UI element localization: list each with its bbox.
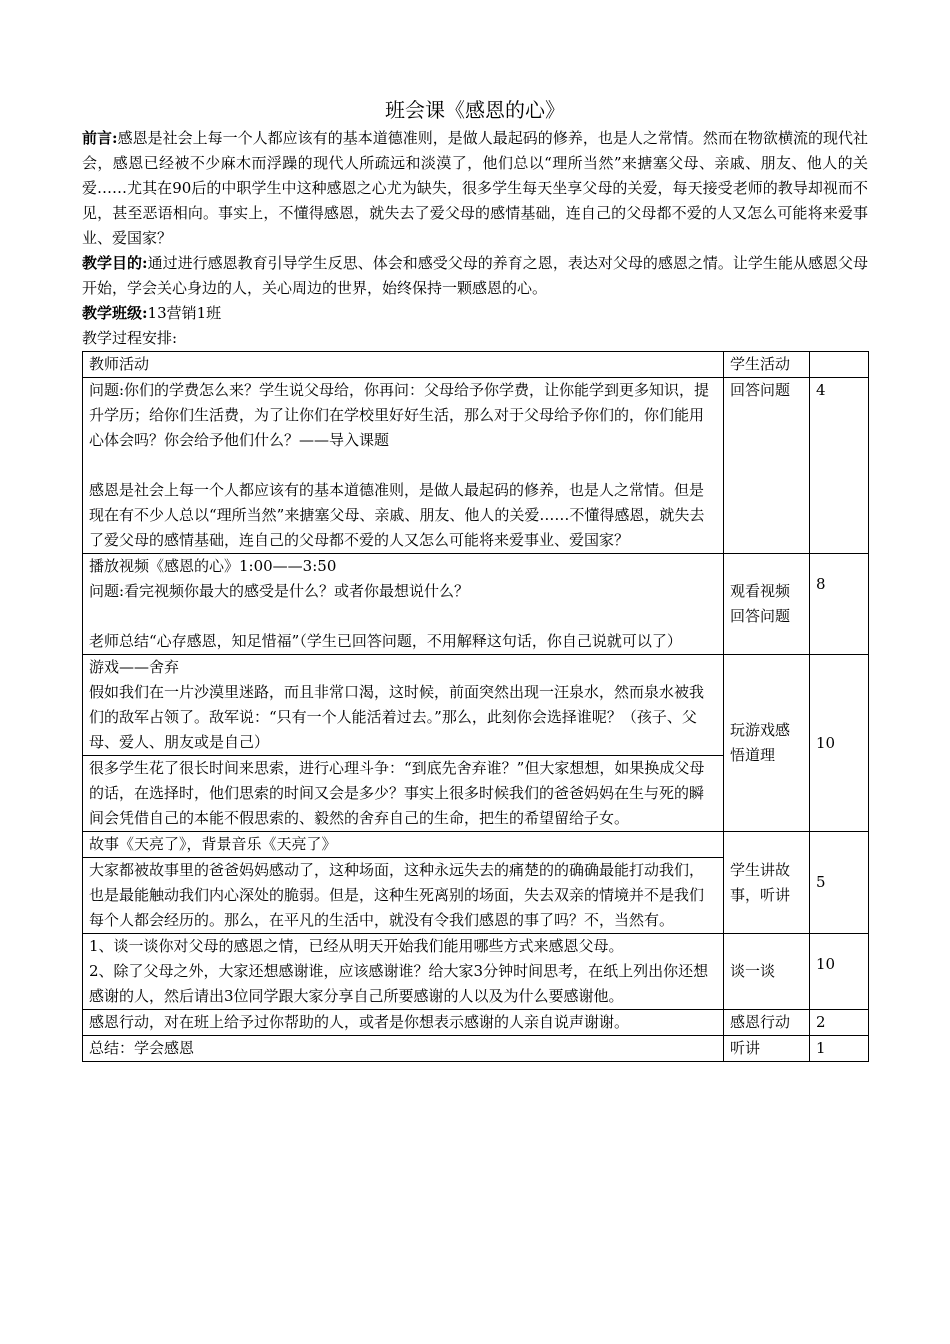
- student-activity-cell: 玩游戏感悟道理: [724, 655, 810, 832]
- table-header-row: [83, 352, 869, 378]
- blank-line: [89, 604, 717, 629]
- preface-paragraph: [82, 126, 868, 251]
- header-teacher-activity: 教师活动: [83, 352, 724, 378]
- table-row: [83, 934, 869, 1010]
- teacher-activity-block: 很多学生花了很长时间来思索，进行心理斗争：“到底先舍弃谁？”但大家想想，如果换成父母的话，在选择时，他们思索的时间又会是多少？事实上很多时候我们的爸爸妈妈在生与死的瞬间会凭借自己的本能不假思索的、毅然的舍弃自己的生命，把生的希望留给子女。: [89, 759, 705, 827]
- teacher-activity-cell: [83, 832, 724, 934]
- teacher-activity-text: 1、谈一谈你对父母的感恩之情，已经从明天开始我们能用哪些方式来感恩父母。: [89, 937, 624, 955]
- minutes-cell: 10: [810, 934, 869, 1010]
- student-activity-cell: 感恩行动: [724, 1010, 810, 1036]
- class-text: 13营销1班: [147, 304, 222, 322]
- teacher-activity-text: 播放视频《感恩的心》1:00——3:50: [89, 557, 337, 575]
- goal-label: 教学目的:: [82, 254, 148, 272]
- class-paragraph: [82, 301, 868, 326]
- blank-line: [89, 453, 717, 478]
- table-row: [83, 832, 869, 934]
- teacher-activity-cell: [83, 1036, 724, 1062]
- teacher-activity-cell: [83, 378, 724, 554]
- teacher-activity-cell: [83, 554, 724, 655]
- goal-paragraph: [82, 251, 868, 301]
- header-student-activity: 学生活动: [724, 352, 810, 378]
- student-activity-cell: 听讲: [724, 1036, 810, 1062]
- goal-text: 通过进行感恩教育引导学生反思、体会和感受父母的养育之恩，表达对父母的感恩之情。让学生能从感恩父母开始，学会关心身边的人，关心周边的世界，始终保持一颗感恩的心。: [82, 254, 868, 297]
- teacher-activity-cell: [83, 655, 724, 832]
- minutes-cell: 4: [810, 378, 869, 554]
- teacher-activity-text: 2、除了父母之外，大家还想感谢谁，应该感谢谁？给大家3分钟时间思考，在纸上列出你还想感谢的人，然后请出3位同学跟大家分享自己所要感谢的人以及为什么要感谢他。: [89, 962, 709, 1005]
- minutes-cell: 2: [810, 1010, 869, 1036]
- header-minutes: [810, 352, 869, 378]
- student-activity-cell: 回答问题: [724, 378, 810, 554]
- preface-text: 感恩是社会上每一个人都应该有的基本道德准则，是做人最起码的修养，也是人之常情。然而在物欲横流的现代社会，感恩已经被不少麻木而浮躁的现代人所疏远和淡漠了，他们总以“理所当然”来搪塞父母、亲戚、朋友、他人的关爱……尤其在90后的中职学生中这种感恩之心尤为缺失，很多学生每天坐享父母的关爱，每天接受老师的教导却视而不见，甚至恶语相向。事实上，不懂得感恩，就失去了爱父母的感情基础，连自己的父母都不爱的人又怎么可能将来爱事业、爱国家？: [82, 129, 868, 247]
- minutes-cell: 8: [810, 554, 869, 655]
- table-row: [83, 1036, 869, 1062]
- teacher-activity-text: 感恩是社会上每一个人都应该有的基本道德准则，是做人最起码的修养，也是人之常情。但是现在有不少人总以“理所当然”来搪塞父母、亲戚、朋友、他人的关爱……不懂得感恩，就失去了爱父母的感情基础，连自己的父母都不爱的人又怎么可能将来爱事业、爱国家？: [89, 481, 705, 549]
- class-label: 教学班级:: [82, 304, 148, 322]
- teacher-activity-text: 问题:你们的学费怎么来？学生说父母给，你再问：父母给予你学费，让你能学到更多知识，提升学历；给你们生活费，为了让你们在学校里好好生活，那么对于父母给予你们的，你们能用心体会吗？你会给予他们什么？——导入课题: [89, 381, 710, 449]
- minutes-cell: 1: [810, 1036, 869, 1062]
- minutes-cell: 10: [810, 655, 869, 832]
- table-row: [83, 655, 869, 832]
- table-row: [83, 378, 869, 554]
- teacher-activity-text: 感恩行动，对在班上给予过你帮助的人，或者是你想表示感谢的人亲自说声谢谢。: [89, 1013, 630, 1031]
- minutes-cell: 5: [810, 832, 869, 934]
- table-row: [83, 554, 869, 655]
- teacher-activity-cell: [83, 1010, 724, 1036]
- teacher-activity-text: 总结：学会感恩: [89, 1039, 195, 1057]
- teacher-activity-block: 游戏——舍弃 假如我们在一片沙漠里迷路，而且非常口渴，这时候，前面突然出现一汪泉水，然而泉水被我们的敌军占领了。敌军说：“只有一个人能活着过去。”那么，此刻你会选择谁呢？（孩子、父母、爱人、朋友或是自己）: [83, 655, 723, 756]
- document-page: [82, 96, 868, 1062]
- student-activity-cell: 学生讲故事，听讲: [724, 832, 810, 934]
- table-body: [83, 352, 869, 1062]
- table-row: [83, 1010, 869, 1036]
- teacher-activity-block: 故事《天亮了》，背景音乐《天亮了》: [83, 832, 723, 858]
- teacher-activity-text: 问题:看完视频你最大的感受是什么？或者你最想说什么？: [89, 582, 470, 600]
- teacher-activity-text: 老师总结“心存感恩，知足惜福”（学生已回答问题，不用解释这句话，你自己说就可以了）: [89, 632, 682, 650]
- preface-label: 前言:: [82, 129, 118, 147]
- lesson-plan-table: [82, 351, 869, 1062]
- student-activity-cell: 观看视频回答问题: [724, 554, 810, 655]
- process-label: 教学过程安排:: [82, 329, 178, 347]
- teacher-activity-cell: [83, 934, 724, 1010]
- teacher-activity-block: 大家都被故事里的爸爸妈妈感动了，这种场面，这种永远失去的痛楚的的确确最能打动我们，也是最能触动我们内心深处的脆弱。但是，这种生死离别的场面，失去双亲的情境并不是我们每个人都会经历的。那么，在平凡的生活中，就没有令我们感恩的事了吗？不，当然有。: [89, 861, 705, 929]
- document-title: 班会课《感恩的心》: [385, 98, 565, 122]
- student-activity-cell: 谈一谈: [724, 934, 810, 1010]
